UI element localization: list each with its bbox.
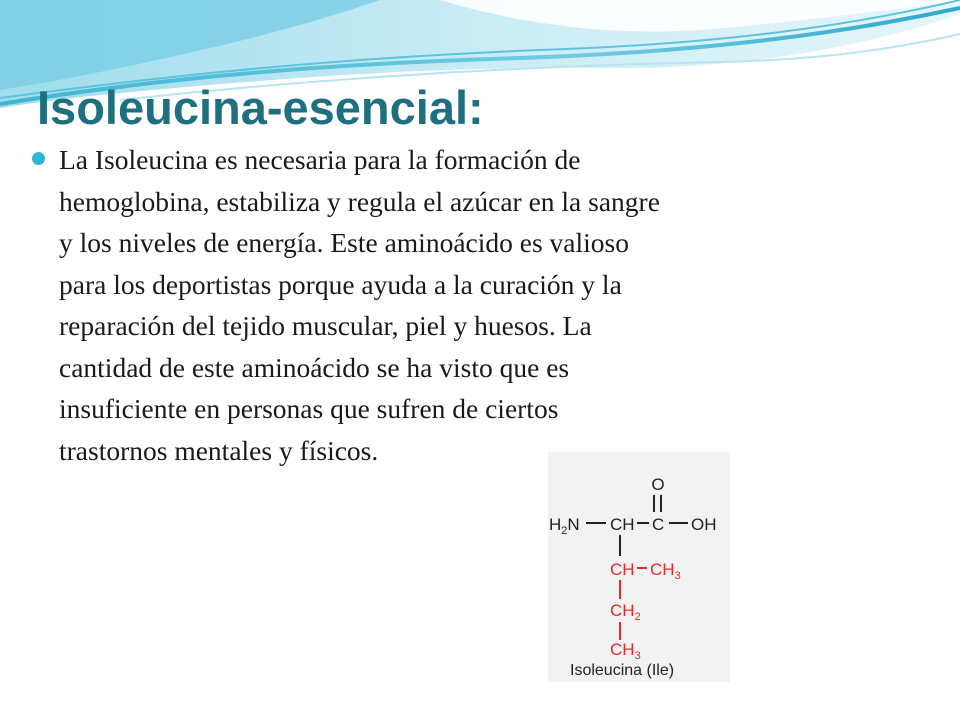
slide-title: Isoleucina-esencial: <box>37 81 484 134</box>
carbonyl-carbon-label: C <box>652 515 665 534</box>
gamma-carbon-group: $CH_2$ <box>610 601 641 623</box>
isoleucine-structure-diagram <box>548 452 730 682</box>
body-line: La Isoleucina es necesaria para la formación de <box>59 144 581 175</box>
body-line: hemoglobina, estabiliza y regula el azúcar en la sangre <box>59 185 660 217</box>
amine-group: $H_2N$ <box>549 515 580 537</box>
body-line: insuficiente en personas que sufren de ciertos <box>59 393 559 424</box>
structure-caption: Isoleucina (Ile) <box>570 662 675 679</box>
delta-carbon-group: $CH_3$ <box>610 640 641 662</box>
body-line: para los deportistas porque ayuda a la curación y la <box>59 268 622 300</box>
hydroxyl-label: OH <box>691 515 717 534</box>
alpha-carbon-label: CH <box>610 515 635 534</box>
body-line: cantidad de este aminoácido se ha visto que es <box>59 351 570 383</box>
methyl-group: $CH_3$ <box>650 560 681 582</box>
isoleucine-structure <box>548 452 730 682</box>
body-line: reparación del tejido muscular, piel y huesos. La <box>59 310 592 341</box>
beta-carbon-label: CH <box>610 560 635 579</box>
bullet-dot <box>32 152 45 165</box>
oxygen-label: O <box>651 475 665 494</box>
body-paragraph <box>59 139 879 471</box>
body-line: y los niveles de energía. Este aminoácido es valioso <box>59 227 629 258</box>
body-line: trastornos mentales y físicos. <box>59 434 379 466</box>
